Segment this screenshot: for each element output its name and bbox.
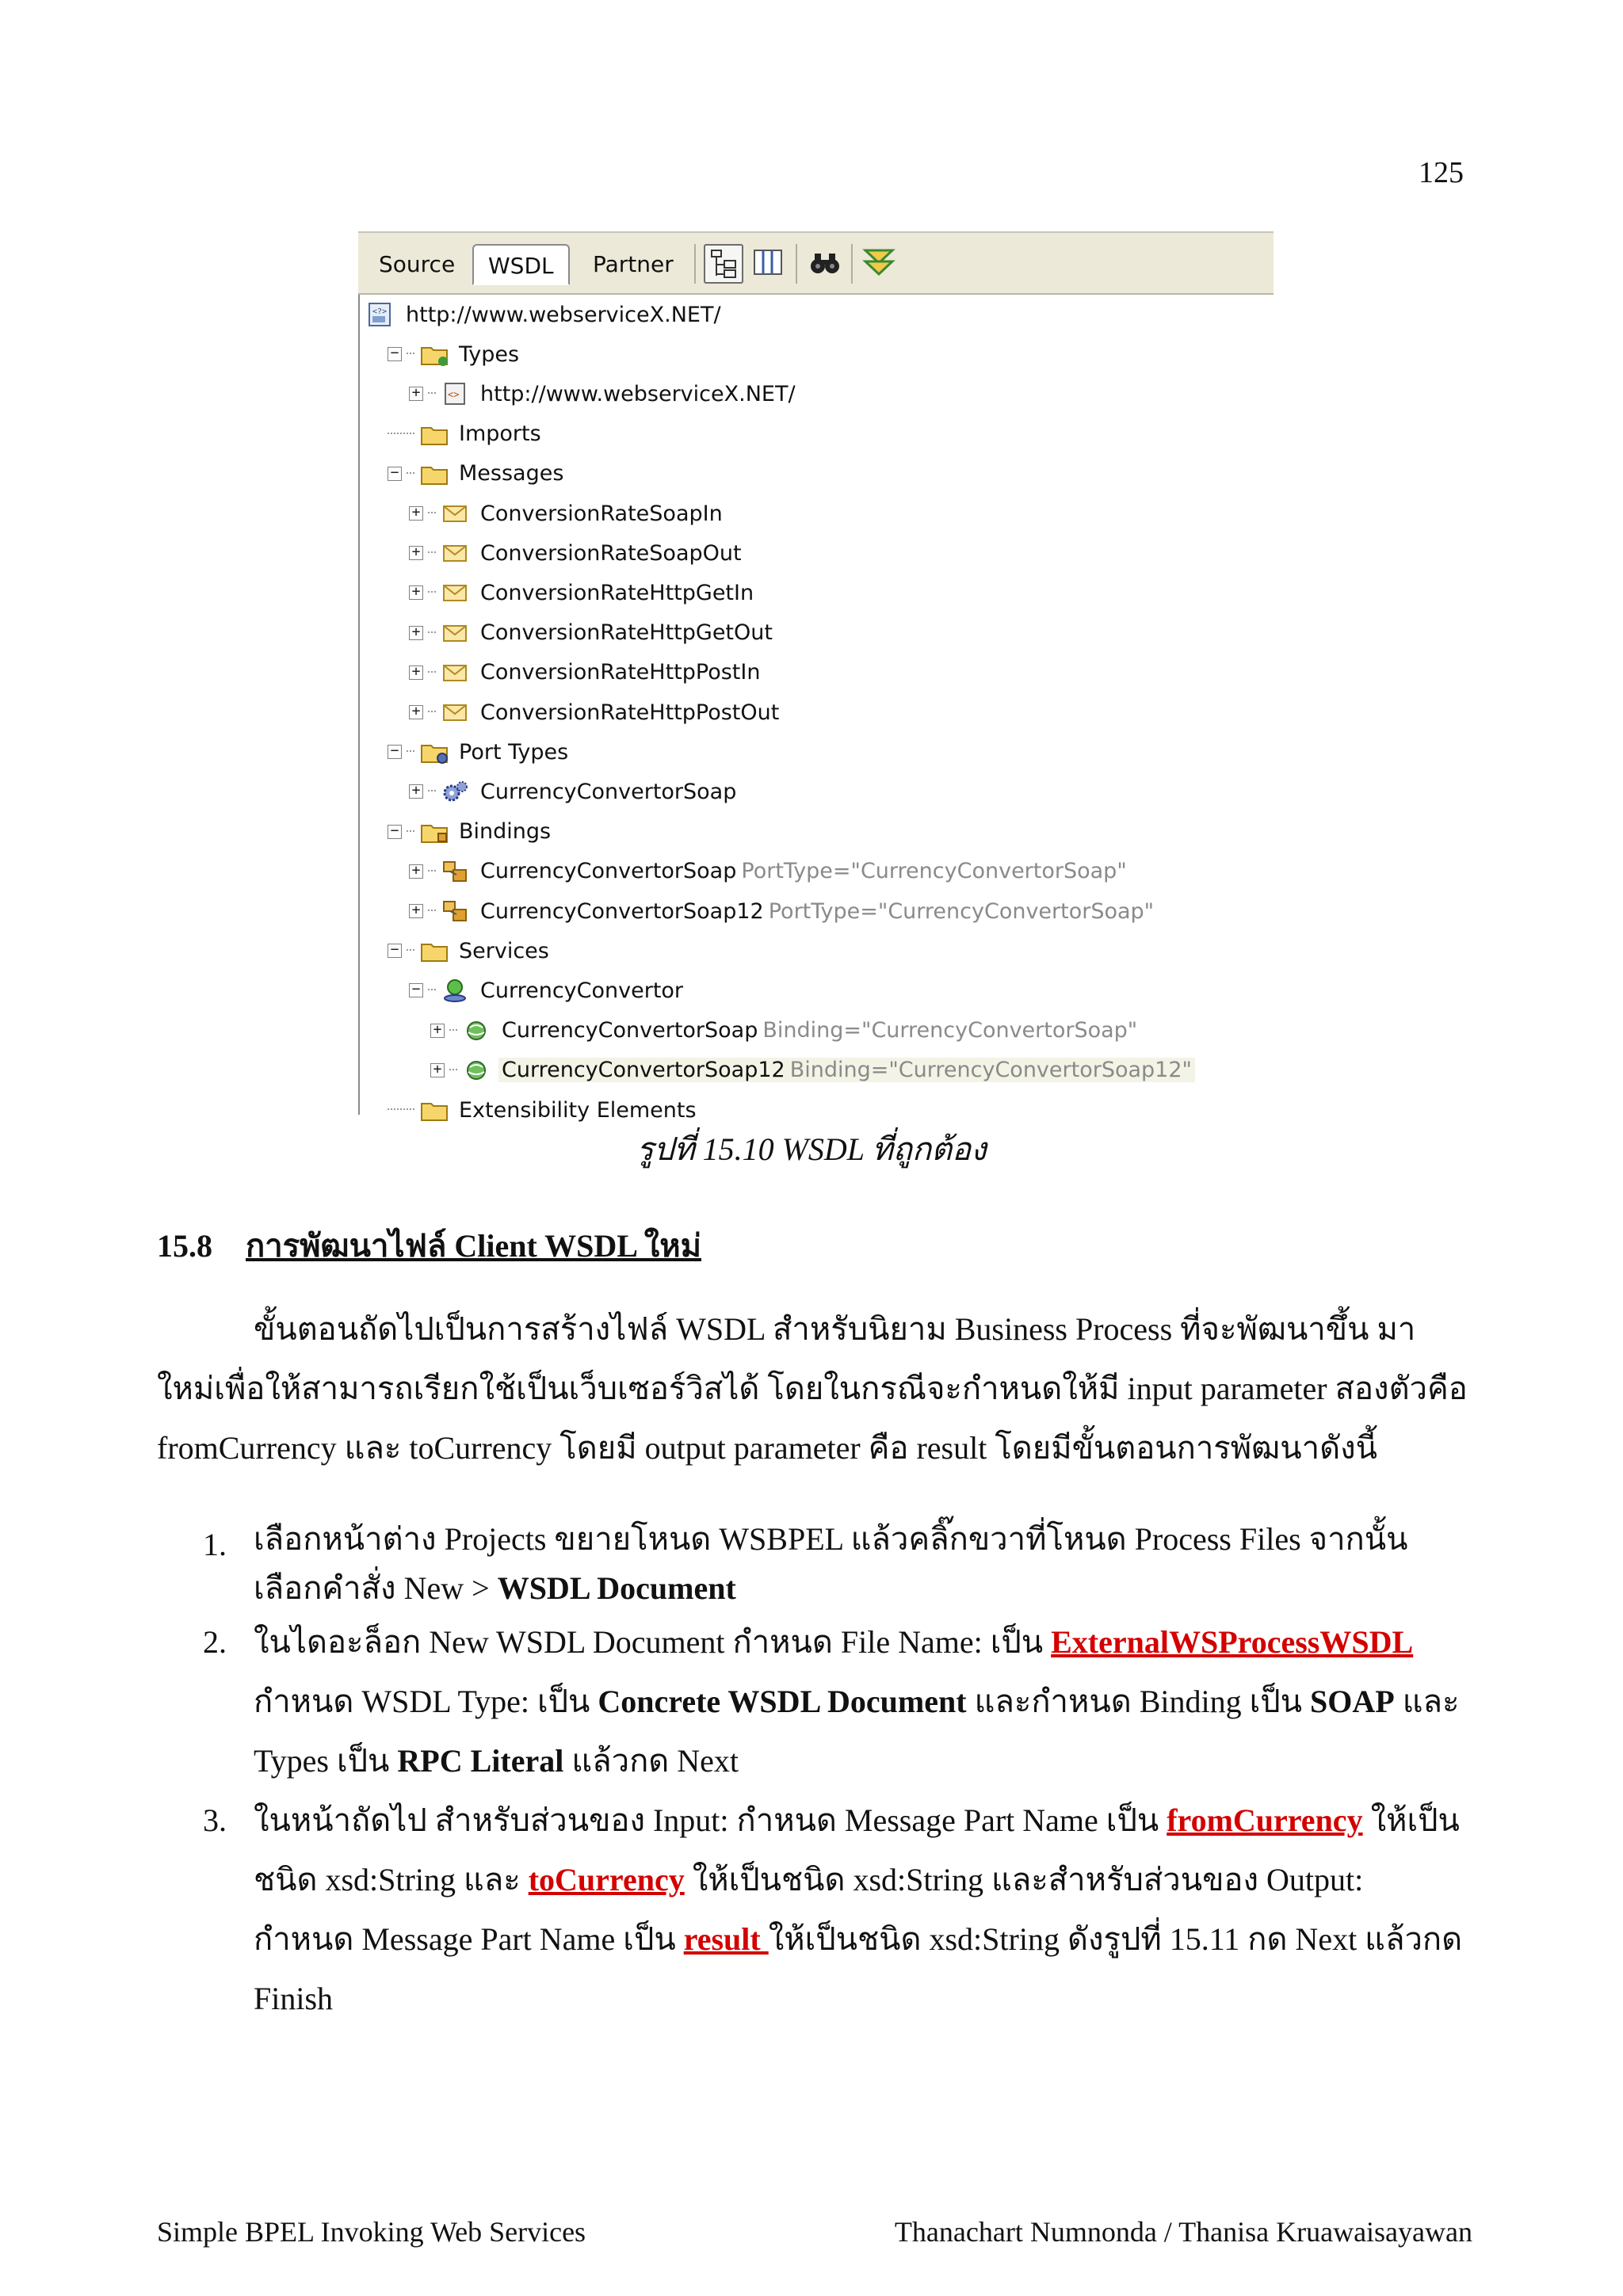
- tree-node[interactable]: [409, 694, 782, 730]
- validate-icon[interactable]: [861, 244, 900, 284]
- message-icon: [441, 501, 471, 526]
- message-icon: [441, 580, 471, 605]
- binoculars-icon[interactable]: [807, 244, 846, 284]
- tree-node-label: CurrencyConvertorSoap: [502, 1018, 758, 1043]
- tree-node[interactable]: [388, 814, 554, 850]
- tree-node-label-wrap: [456, 1098, 700, 1123]
- tree-node-label-wrap: [477, 620, 776, 645]
- tree-node[interactable]: [388, 734, 571, 770]
- tree-node[interactable]: [409, 773, 739, 810]
- tree-node-label: http://www.webserviceX.NET/: [406, 302, 721, 327]
- expand-icon[interactable]: +: [409, 784, 423, 799]
- tree-node-label: CurrencyConvertor: [480, 978, 684, 1003]
- svg-text:<>: <>: [448, 389, 460, 401]
- tree-node-label-wrap: [477, 382, 799, 406]
- toolbar-separator: [694, 244, 696, 284]
- tree-node[interactable]: [409, 853, 1130, 890]
- tree-node-label: ConversionRateHttpGetOut: [480, 620, 773, 646]
- folder-icon: [419, 1097, 449, 1123]
- expand-icon[interactable]: +: [430, 1024, 445, 1038]
- tree-connector: [428, 870, 436, 873]
- tree-node-label-wrap: [456, 740, 571, 765]
- tree-node[interactable]: [366, 296, 724, 333]
- collapse-icon[interactable]: −: [388, 467, 402, 481]
- section-number: 15.8: [157, 1228, 212, 1264]
- folder-types-icon: [419, 341, 449, 367]
- tree-node-label-wrap: [477, 581, 757, 605]
- output-part-result: result: [683, 1921, 769, 1957]
- input-part-from-currency: fromCurrency: [1167, 1802, 1363, 1838]
- tree-node-label-wrap: [456, 939, 552, 963]
- tree-node-label: http://www.webserviceX.NET/: [480, 381, 796, 406]
- tree-node-label-wrap: [477, 502, 726, 526]
- tree-connector: [407, 353, 414, 356]
- tab-wsdl[interactable]: WSDL: [472, 244, 570, 285]
- tree-node[interactable]: [409, 654, 763, 691]
- message-icon: [441, 620, 471, 646]
- tree-node[interactable]: [409, 535, 745, 571]
- binding-icon: [441, 898, 471, 924]
- tab-source[interactable]: Source: [379, 251, 456, 277]
- tree-node-label: CurrencyConvertorSoap: [480, 779, 737, 804]
- step-text: ให้เป็นชนิด xsd:String ดังรูปที่ 15.11 กด Next แล้วกด Finish: [254, 1921, 1463, 2016]
- tree-connector: [428, 591, 436, 594]
- service-icon: [441, 978, 471, 1003]
- tree-node-label: Extensibility Elements: [459, 1097, 697, 1123]
- tree-node-label: CurrencyConvertorSoap: [480, 859, 737, 884]
- tree-connector: [449, 1029, 457, 1032]
- step-text: ให้เป็นชนิด xsd:String และ: [254, 1802, 1460, 1897]
- step-1: [203, 1515, 1471, 1613]
- tree-node-attribute: PortType="CurrencyConvertorSoap": [768, 898, 1155, 924]
- message-icon: [441, 660, 471, 685]
- step-text: แล้วกด Next: [563, 1743, 739, 1779]
- step-3: [203, 1791, 1471, 2028]
- tree-node[interactable]: [388, 336, 522, 372]
- tab-partner[interactable]: Partner: [593, 251, 674, 277]
- tree-node-label-wrap: [477, 541, 745, 566]
- toolbar-separator: [851, 244, 853, 284]
- section-heading: [157, 1220, 701, 1271]
- figure-caption: รูปที่ 15.10 WSDL ที่ถูกต้อง: [636, 1131, 987, 1167]
- intro-paragraph: [157, 1299, 1468, 1478]
- step-text: ในหน้าถัดไป สำหรับส่วนของ Input: กำหนด Message Part Name เป็น: [254, 1802, 1167, 1838]
- tree-node-label: Messages: [459, 461, 564, 486]
- tree-node[interactable]: [388, 456, 567, 492]
- step-text: ให้เป็นชนิด xsd:String และสำหรับส่วนของ Output: กำหนด Message Part Name เป็น: [254, 1862, 1364, 1957]
- step-text: กำหนด WSDL Type: เป็น: [254, 1684, 598, 1719]
- expand-icon[interactable]: +: [409, 705, 423, 719]
- expand-icon[interactable]: +: [409, 666, 423, 680]
- tree-connector: [388, 433, 414, 436]
- footer-authors: Thanachart Numnonda / Thanisa Kruawaisayawan: [894, 2216, 1472, 2248]
- tree-node[interactable]: [388, 933, 552, 969]
- tree-node[interactable]: [409, 574, 757, 611]
- collapse-icon[interactable]: −: [388, 745, 402, 759]
- tree-connector: [428, 711, 436, 714]
- tree-node-attribute: Binding="CurrencyConvertorSoap12": [789, 1058, 1192, 1083]
- types-value: RPC Literal: [397, 1743, 564, 1779]
- collapse-icon[interactable]: −: [409, 983, 423, 997]
- step-text: เลือกหน้าต่าง Projects ขยายโหนด WSBPEL แล้วคลิ๊กขวาที่โหนด Process Files จากนั้นเลือกคำสั่ง New >: [254, 1521, 1408, 1606]
- tree-node[interactable]: [430, 1052, 1195, 1089]
- expand-icon[interactable]: +: [409, 626, 423, 640]
- tree-node[interactable]: [409, 893, 1157, 929]
- tree-node-label: ConversionRateSoapIn: [480, 501, 723, 526]
- tree-connector: [449, 1069, 457, 1072]
- expand-icon[interactable]: +: [409, 546, 423, 560]
- tree-node-label: Bindings: [459, 819, 552, 845]
- tree-node[interactable]: [388, 416, 544, 452]
- wsdl-type-value: Concrete WSDL Document: [598, 1684, 967, 1719]
- folder-gear-icon: [419, 739, 449, 765]
- tree-node-label: ConversionRateSoapOut: [480, 540, 742, 566]
- tree-connector: [428, 790, 436, 793]
- binding-icon: [441, 859, 471, 884]
- page-number: 125: [1419, 156, 1464, 189]
- intro-paragraph-text: ขั้นตอนถัดไปเป็นการสร้างไฟล์ WSDL สำหรับนิยาม Business Process ที่จะพัฒนาขึ้น มาใหม่เพื่อให้สามารถเรียกใช้เป็นเว็บเซอร์วิสได้ โดยในกรณีจะกำหนดให้มี input parameter สองตัวคือ fromCurrency และ toCurrency โดยมี output parameter คือ result โดยมีขั้นตอนการพัฒนาดังนี้: [157, 1311, 1468, 1466]
- expand-icon[interactable]: +: [409, 506, 423, 521]
- expand-icon[interactable]: +: [409, 904, 423, 918]
- step-text: ในไดอะล็อก New WSDL Document กำหนด File Name: เป็น: [254, 1624, 1052, 1660]
- step-2: [203, 1612, 1471, 1791]
- tree-connector: [407, 472, 414, 475]
- gears-icon: [441, 779, 471, 804]
- wsdl-root-icon: [366, 302, 396, 327]
- tree-node-label-wrap: [456, 461, 567, 486]
- tree-node-label-wrap: [477, 978, 686, 1003]
- binding-value: SOAP: [1310, 1684, 1395, 1719]
- port-icon: [462, 1018, 492, 1043]
- tree-connector: [428, 392, 436, 395]
- tree-connector: [428, 910, 436, 913]
- tree-connector: [388, 1108, 414, 1112]
- tree-node-label: Services: [459, 938, 549, 963]
- tree-node-label-wrap: [498, 1018, 1140, 1043]
- tree-node-label: Imports: [459, 421, 541, 447]
- step-text: และ Types เป็น: [254, 1684, 1460, 1779]
- tree-node-label-wrap: [477, 859, 1130, 883]
- toolbar-separator: [796, 244, 797, 284]
- tree-connector: [428, 631, 436, 635]
- message-icon: [441, 540, 471, 566]
- tree-node-label-wrap: [477, 780, 739, 804]
- column-view-icon[interactable]: [750, 244, 789, 284]
- footer-title: Simple BPEL Invoking Web Services: [157, 2216, 586, 2248]
- tree-node-label: ConversionRateHttpPostIn: [480, 660, 761, 685]
- tree-connector: [428, 989, 436, 992]
- tree-node[interactable]: [409, 495, 726, 532]
- tree-node-label-wrap: [456, 421, 544, 446]
- collapse-icon[interactable]: −: [388, 347, 402, 361]
- tree-connector: [407, 830, 414, 833]
- tree-node-label-wrap: [477, 700, 782, 725]
- expand-icon[interactable]: +: [430, 1063, 445, 1077]
- step-number: 3.: [203, 1802, 227, 1838]
- folder-icon: [419, 461, 449, 486]
- wsdl-tree: [358, 295, 1274, 1123]
- expand-icon[interactable]: +: [409, 864, 423, 879]
- tree-connector: [407, 949, 414, 952]
- expand-icon[interactable]: +: [409, 387, 423, 401]
- collapse-icon[interactable]: −: [388, 825, 402, 839]
- wsdl-editor-toolbar: [358, 231, 1274, 295]
- tree-node-label-wrap: [477, 660, 763, 685]
- folder-binding-icon: [419, 819, 449, 845]
- tree-node-label-wrap: [498, 1058, 1195, 1082]
- step-bold: WSDL Document: [497, 1570, 736, 1606]
- tree-node-attribute: PortType="CurrencyConvertorSoap": [741, 859, 1127, 884]
- message-icon: [441, 700, 471, 725]
- collapse-icon[interactable]: −: [388, 944, 402, 958]
- tree-node-label: ConversionRateHttpGetIn: [480, 580, 754, 605]
- tree-node-label-wrap: [456, 819, 554, 844]
- tree-node[interactable]: [430, 1013, 1140, 1049]
- wsdl-editor-screenshot: [358, 231, 1274, 1123]
- section-title: การพัฒนาไฟล์ Client WSDL ใหม่: [246, 1228, 701, 1264]
- tree-node-label-wrap: [477, 899, 1157, 924]
- step-text: และกำหนด Binding เป็น: [966, 1684, 1311, 1719]
- tree-node-label: Port Types: [459, 739, 569, 765]
- schema-icon: [441, 381, 471, 406]
- tree-node[interactable]: [409, 615, 776, 651]
- tree-node-attribute: Binding="CurrencyConvertorSoap": [762, 1018, 1138, 1043]
- tree-node[interactable]: [409, 972, 686, 1009]
- tree-connector: [428, 512, 436, 515]
- tree-node-label: ConversionRateHttpPostOut: [480, 700, 780, 725]
- folder-icon: [419, 421, 449, 447]
- file-name-value: ExternalWSProcessWSDL: [1051, 1624, 1414, 1660]
- tree-connector: [428, 671, 436, 674]
- expand-icon[interactable]: +: [409, 585, 423, 600]
- tree-node-label-wrap: [403, 303, 724, 327]
- tree-connector: [428, 551, 436, 555]
- input-part-to-currency: toCurrency: [528, 1862, 685, 1897]
- port-icon: [462, 1058, 492, 1083]
- svg-text:<?>: <?>: [372, 307, 388, 316]
- tree-node[interactable]: [409, 376, 799, 412]
- tree-connector: [407, 750, 414, 753]
- tree-node-label: CurrencyConvertorSoap12: [480, 898, 764, 924]
- tree-node-label: Types: [459, 341, 520, 367]
- step-number: 2.: [203, 1624, 227, 1660]
- tree-node-label-wrap: [456, 342, 522, 367]
- tree-view-icon[interactable]: [704, 244, 743, 284]
- step-number: 1.: [203, 1527, 227, 1562]
- folder-icon: [419, 938, 449, 963]
- tree-node-label: CurrencyConvertorSoap12: [502, 1058, 785, 1083]
